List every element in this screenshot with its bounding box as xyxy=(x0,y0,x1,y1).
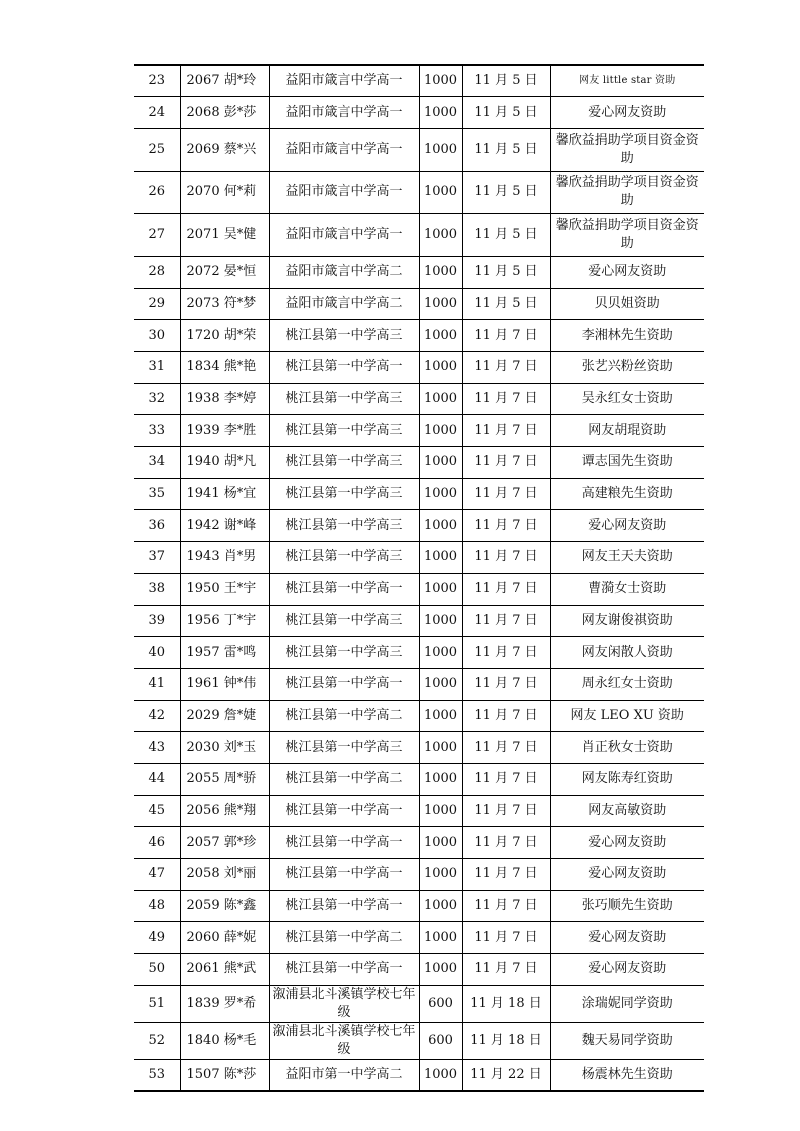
student-id-name-cell: 1943 肖*男 xyxy=(180,542,269,574)
funding-source-cell: 爱心网友资助 xyxy=(550,954,704,986)
funding-source-cell: 爱心网友资助 xyxy=(550,827,704,859)
school-grade-cell: 益阳市箴言中学高一 xyxy=(269,128,419,171)
date-cell: 11 月 7 日 xyxy=(462,668,550,700)
funding-source-cell: 肖正秋女士资助 xyxy=(550,732,704,764)
funding-source-cell: 张艺兴粉丝资助 xyxy=(550,352,704,384)
student-id-name-cell: 1950 王*宇 xyxy=(180,573,269,605)
table-row xyxy=(134,985,704,1022)
school-grade-cell: 桃江县第一中学高一 xyxy=(269,890,419,922)
amount-cell: 1000 xyxy=(419,128,462,171)
date-cell: 11 月 18 日 xyxy=(462,985,550,1022)
funding-source-cell: 谭志国先生资助 xyxy=(550,447,704,479)
date-cell: 11 月 7 日 xyxy=(462,320,550,352)
school-grade-cell: 溆浦县北斗溪镇学校七年级 xyxy=(269,985,419,1022)
row-number-cell: 30 xyxy=(134,320,180,352)
student-id-name-cell: 1840 杨*毛 xyxy=(180,1022,269,1059)
student-id-name-cell: 2029 詹*婕 xyxy=(180,700,269,732)
amount-cell: 1000 xyxy=(419,637,462,669)
row-number-cell: 49 xyxy=(134,922,180,954)
date-cell: 11 月 5 日 xyxy=(462,65,550,97)
amount-cell: 1000 xyxy=(419,1059,462,1091)
funding-source-cell: 网友 little star 资助 xyxy=(550,65,704,97)
school-grade-cell: 桃江县第一中学高一 xyxy=(269,954,419,986)
sponsorship-table xyxy=(134,64,704,1092)
student-id-name-cell: 2061 熊*武 xyxy=(180,954,269,986)
funding-source-cell: 网友高敏资助 xyxy=(550,795,704,827)
funding-source-cell: 馨欣益捐助学项目资金资助 xyxy=(550,128,704,171)
row-number-cell: 41 xyxy=(134,668,180,700)
table-row xyxy=(134,954,704,986)
student-id-name-cell: 2056 熊*翔 xyxy=(180,795,269,827)
table-row xyxy=(134,1022,704,1059)
amount-cell: 1000 xyxy=(419,668,462,700)
table-row xyxy=(134,732,704,764)
school-grade-cell: 桃江县第一中学高三 xyxy=(269,447,419,479)
funding-source-cell: 网友胡琨资助 xyxy=(550,415,704,447)
table-row xyxy=(134,922,704,954)
student-id-name-cell: 2059 陈*鑫 xyxy=(180,890,269,922)
date-cell: 11 月 5 日 xyxy=(462,256,550,288)
date-cell: 11 月 7 日 xyxy=(462,954,550,986)
row-number-cell: 23 xyxy=(134,65,180,97)
table-row xyxy=(134,478,704,510)
table-row xyxy=(134,827,704,859)
date-cell: 11 月 7 日 xyxy=(462,542,550,574)
amount-cell: 1000 xyxy=(419,478,462,510)
student-id-name-cell: 2060 薛*妮 xyxy=(180,922,269,954)
student-id-name-cell: 2071 吴*健 xyxy=(180,214,269,257)
table-row xyxy=(134,637,704,669)
student-id-name-cell: 1961 钟*伟 xyxy=(180,668,269,700)
student-id-name-cell: 1942 谢*峰 xyxy=(180,510,269,542)
date-cell: 11 月 7 日 xyxy=(462,605,550,637)
row-number-cell: 26 xyxy=(134,171,180,214)
amount-cell: 600 xyxy=(419,985,462,1022)
student-id-name-cell: 1941 杨*宜 xyxy=(180,478,269,510)
date-cell: 11 月 7 日 xyxy=(462,859,550,891)
funding-source-cell: 爱心网友资助 xyxy=(550,97,704,129)
row-number-cell: 32 xyxy=(134,383,180,415)
date-cell: 11 月 7 日 xyxy=(462,827,550,859)
funding-source-cell: 馨欣益捐助学项目资金资助 xyxy=(550,171,704,214)
table-row xyxy=(134,890,704,922)
student-id-name-cell: 1834 熊*艳 xyxy=(180,352,269,384)
table-row xyxy=(134,65,704,97)
school-grade-cell: 桃江县第一中学高二 xyxy=(269,922,419,954)
funding-source-cell: 爱心网友资助 xyxy=(550,922,704,954)
amount-cell: 1000 xyxy=(419,890,462,922)
student-id-name-cell: 1839 罗*希 xyxy=(180,985,269,1022)
school-grade-cell: 益阳市箴言中学高二 xyxy=(269,256,419,288)
row-number-cell: 39 xyxy=(134,605,180,637)
funding-source-cell: 爱心网友资助 xyxy=(550,510,704,542)
school-grade-cell: 桃江县第一中学高二 xyxy=(269,700,419,732)
amount-cell: 1000 xyxy=(419,795,462,827)
row-number-cell: 53 xyxy=(134,1059,180,1091)
amount-cell: 1000 xyxy=(419,700,462,732)
school-grade-cell: 桃江县第一中学高一 xyxy=(269,573,419,605)
school-grade-cell: 溆浦县北斗溪镇学校七年级 xyxy=(269,1022,419,1059)
table-row xyxy=(134,763,704,795)
row-number-cell: 52 xyxy=(134,1022,180,1059)
row-number-cell: 47 xyxy=(134,859,180,891)
date-cell: 11 月 7 日 xyxy=(462,637,550,669)
school-grade-cell: 桃江县第一中学高三 xyxy=(269,542,419,574)
school-grade-cell: 桃江县第一中学高三 xyxy=(269,732,419,764)
school-grade-cell: 桃江县第一中学高三 xyxy=(269,383,419,415)
funding-source-cell: 网友王天夫资助 xyxy=(550,542,704,574)
table-row xyxy=(134,288,704,320)
school-grade-cell: 桃江县第一中学高一 xyxy=(269,827,419,859)
funding-source-cell: 爱心网友资助 xyxy=(550,859,704,891)
row-number-cell: 24 xyxy=(134,97,180,129)
school-grade-cell: 桃江县第一中学高二 xyxy=(269,763,419,795)
school-grade-cell: 益阳市箴言中学高一 xyxy=(269,214,419,257)
date-cell: 11 月 7 日 xyxy=(462,573,550,605)
school-grade-cell: 桃江县第一中学高一 xyxy=(269,795,419,827)
amount-cell: 1000 xyxy=(419,320,462,352)
amount-cell: 1000 xyxy=(419,573,462,605)
amount-cell: 1000 xyxy=(419,922,462,954)
funding-source-cell: 网友陈寿红资助 xyxy=(550,763,704,795)
table-row xyxy=(134,447,704,479)
school-grade-cell: 桃江县第一中学高一 xyxy=(269,352,419,384)
funding-source-cell: 吴永红女士资助 xyxy=(550,383,704,415)
row-number-cell: 33 xyxy=(134,415,180,447)
date-cell: 11 月 7 日 xyxy=(462,447,550,479)
row-number-cell: 45 xyxy=(134,795,180,827)
amount-cell: 1000 xyxy=(419,859,462,891)
date-cell: 11 月 18 日 xyxy=(462,1022,550,1059)
date-cell: 11 月 22 日 xyxy=(462,1059,550,1091)
row-number-cell: 50 xyxy=(134,954,180,986)
amount-cell: 1000 xyxy=(419,954,462,986)
amount-cell: 1000 xyxy=(419,447,462,479)
student-id-name-cell: 1940 胡*凡 xyxy=(180,447,269,479)
student-id-name-cell: 2073 符*梦 xyxy=(180,288,269,320)
amount-cell: 1000 xyxy=(419,605,462,637)
date-cell: 11 月 7 日 xyxy=(462,352,550,384)
student-id-name-cell: 1720 胡*荣 xyxy=(180,320,269,352)
table-row xyxy=(134,542,704,574)
table-row xyxy=(134,128,704,171)
table-row xyxy=(134,605,704,637)
funding-source-cell: 网友 LEO XU 资助 xyxy=(550,700,704,732)
student-id-name-cell: 1507 陈*莎 xyxy=(180,1059,269,1091)
table-row xyxy=(134,668,704,700)
row-number-cell: 25 xyxy=(134,128,180,171)
student-id-name-cell: 2070 何*莉 xyxy=(180,171,269,214)
student-id-name-cell: 2068 彭*莎 xyxy=(180,97,269,129)
amount-cell: 1000 xyxy=(419,732,462,764)
table-row xyxy=(134,573,704,605)
school-grade-cell: 益阳市箴言中学高一 xyxy=(269,171,419,214)
school-grade-cell: 益阳市第一中学高二 xyxy=(269,1059,419,1091)
date-cell: 11 月 7 日 xyxy=(462,795,550,827)
date-cell: 11 月 5 日 xyxy=(462,214,550,257)
amount-cell: 1000 xyxy=(419,256,462,288)
amount-cell: 1000 xyxy=(419,288,462,320)
funding-source-cell: 曹漪女士资助 xyxy=(550,573,704,605)
amount-cell: 1000 xyxy=(419,542,462,574)
amount-cell: 1000 xyxy=(419,171,462,214)
funding-source-cell: 李湘林先生资助 xyxy=(550,320,704,352)
student-id-name-cell: 2055 周*骄 xyxy=(180,763,269,795)
school-grade-cell: 益阳市箴言中学高二 xyxy=(269,288,419,320)
amount-cell: 1000 xyxy=(419,383,462,415)
funding-source-cell: 贝贝姐资助 xyxy=(550,288,704,320)
school-grade-cell: 桃江县第一中学高三 xyxy=(269,637,419,669)
funding-source-cell: 杨震林先生资助 xyxy=(550,1059,704,1091)
date-cell: 11 月 5 日 xyxy=(462,171,550,214)
amount-cell: 1000 xyxy=(419,352,462,384)
school-grade-cell: 益阳市箴言中学高一 xyxy=(269,65,419,97)
row-number-cell: 40 xyxy=(134,637,180,669)
table-row xyxy=(134,320,704,352)
student-id-name-cell: 2058 刘*丽 xyxy=(180,859,269,891)
funding-source-cell: 网友谢俊祺资助 xyxy=(550,605,704,637)
table-row xyxy=(134,1059,704,1091)
row-number-cell: 44 xyxy=(134,763,180,795)
table-row xyxy=(134,415,704,447)
row-number-cell: 27 xyxy=(134,214,180,257)
date-cell: 11 月 7 日 xyxy=(462,383,550,415)
date-cell: 11 月 7 日 xyxy=(462,700,550,732)
date-cell: 11 月 7 日 xyxy=(462,415,550,447)
table-row xyxy=(134,256,704,288)
funding-source-cell: 周永红女士资助 xyxy=(550,668,704,700)
date-cell: 11 月 7 日 xyxy=(462,510,550,542)
date-cell: 11 月 5 日 xyxy=(462,288,550,320)
row-number-cell: 31 xyxy=(134,352,180,384)
table-row xyxy=(134,383,704,415)
table-row xyxy=(134,352,704,384)
student-id-name-cell: 2057 郭*珍 xyxy=(180,827,269,859)
date-cell: 11 月 7 日 xyxy=(462,732,550,764)
date-cell: 11 月 7 日 xyxy=(462,890,550,922)
table-body xyxy=(134,65,704,1091)
amount-cell: 1000 xyxy=(419,827,462,859)
row-number-cell: 42 xyxy=(134,700,180,732)
school-grade-cell: 桃江县第一中学高一 xyxy=(269,859,419,891)
row-number-cell: 38 xyxy=(134,573,180,605)
school-grade-cell: 桃江县第一中学高三 xyxy=(269,510,419,542)
student-id-name-cell: 2072 晏*恒 xyxy=(180,256,269,288)
table-row xyxy=(134,214,704,257)
student-id-name-cell: 1956 丁*宇 xyxy=(180,605,269,637)
table-row xyxy=(134,97,704,129)
row-number-cell: 35 xyxy=(134,478,180,510)
school-grade-cell: 桃江县第一中学高三 xyxy=(269,605,419,637)
row-number-cell: 34 xyxy=(134,447,180,479)
row-number-cell: 36 xyxy=(134,510,180,542)
student-id-name-cell: 1939 李*胜 xyxy=(180,415,269,447)
date-cell: 11 月 7 日 xyxy=(462,922,550,954)
student-id-name-cell: 2030 刘*玉 xyxy=(180,732,269,764)
funding-source-cell: 张巧顺先生资助 xyxy=(550,890,704,922)
document-page xyxy=(134,64,704,1092)
funding-source-cell: 高建粮先生资助 xyxy=(550,478,704,510)
date-cell: 11 月 5 日 xyxy=(462,97,550,129)
school-grade-cell: 桃江县第一中学高三 xyxy=(269,415,419,447)
amount-cell: 1000 xyxy=(419,214,462,257)
row-number-cell: 29 xyxy=(134,288,180,320)
funding-source-cell: 爱心网友资助 xyxy=(550,256,704,288)
funding-source-cell: 涂瑞妮同学资助 xyxy=(550,985,704,1022)
row-number-cell: 37 xyxy=(134,542,180,574)
table-row xyxy=(134,171,704,214)
student-id-name-cell: 1957 雷*鸣 xyxy=(180,637,269,669)
row-number-cell: 43 xyxy=(134,732,180,764)
amount-cell: 1000 xyxy=(419,97,462,129)
row-number-cell: 48 xyxy=(134,890,180,922)
table-row xyxy=(134,795,704,827)
funding-source-cell: 魏天易同学资助 xyxy=(550,1022,704,1059)
funding-source-cell: 馨欣益捐助学项目资金资助 xyxy=(550,214,704,257)
school-grade-cell: 桃江县第一中学高三 xyxy=(269,320,419,352)
amount-cell: 1000 xyxy=(419,415,462,447)
amount-cell: 600 xyxy=(419,1022,462,1059)
school-grade-cell: 桃江县第一中学高三 xyxy=(269,478,419,510)
table-row xyxy=(134,700,704,732)
amount-cell: 1000 xyxy=(419,510,462,542)
row-number-cell: 51 xyxy=(134,985,180,1022)
student-id-name-cell: 1938 李*婷 xyxy=(180,383,269,415)
school-grade-cell: 桃江县第一中学高一 xyxy=(269,668,419,700)
student-id-name-cell: 2067 胡*玲 xyxy=(180,65,269,97)
table-row xyxy=(134,510,704,542)
date-cell: 11 月 7 日 xyxy=(462,478,550,510)
funding-source-cell: 网友闲散人资助 xyxy=(550,637,704,669)
school-grade-cell: 益阳市箴言中学高一 xyxy=(269,97,419,129)
table-row xyxy=(134,859,704,891)
date-cell: 11 月 5 日 xyxy=(462,128,550,171)
amount-cell: 1000 xyxy=(419,763,462,795)
row-number-cell: 46 xyxy=(134,827,180,859)
amount-cell: 1000 xyxy=(419,65,462,97)
student-id-name-cell: 2069 蔡*兴 xyxy=(180,128,269,171)
date-cell: 11 月 7 日 xyxy=(462,763,550,795)
row-number-cell: 28 xyxy=(134,256,180,288)
